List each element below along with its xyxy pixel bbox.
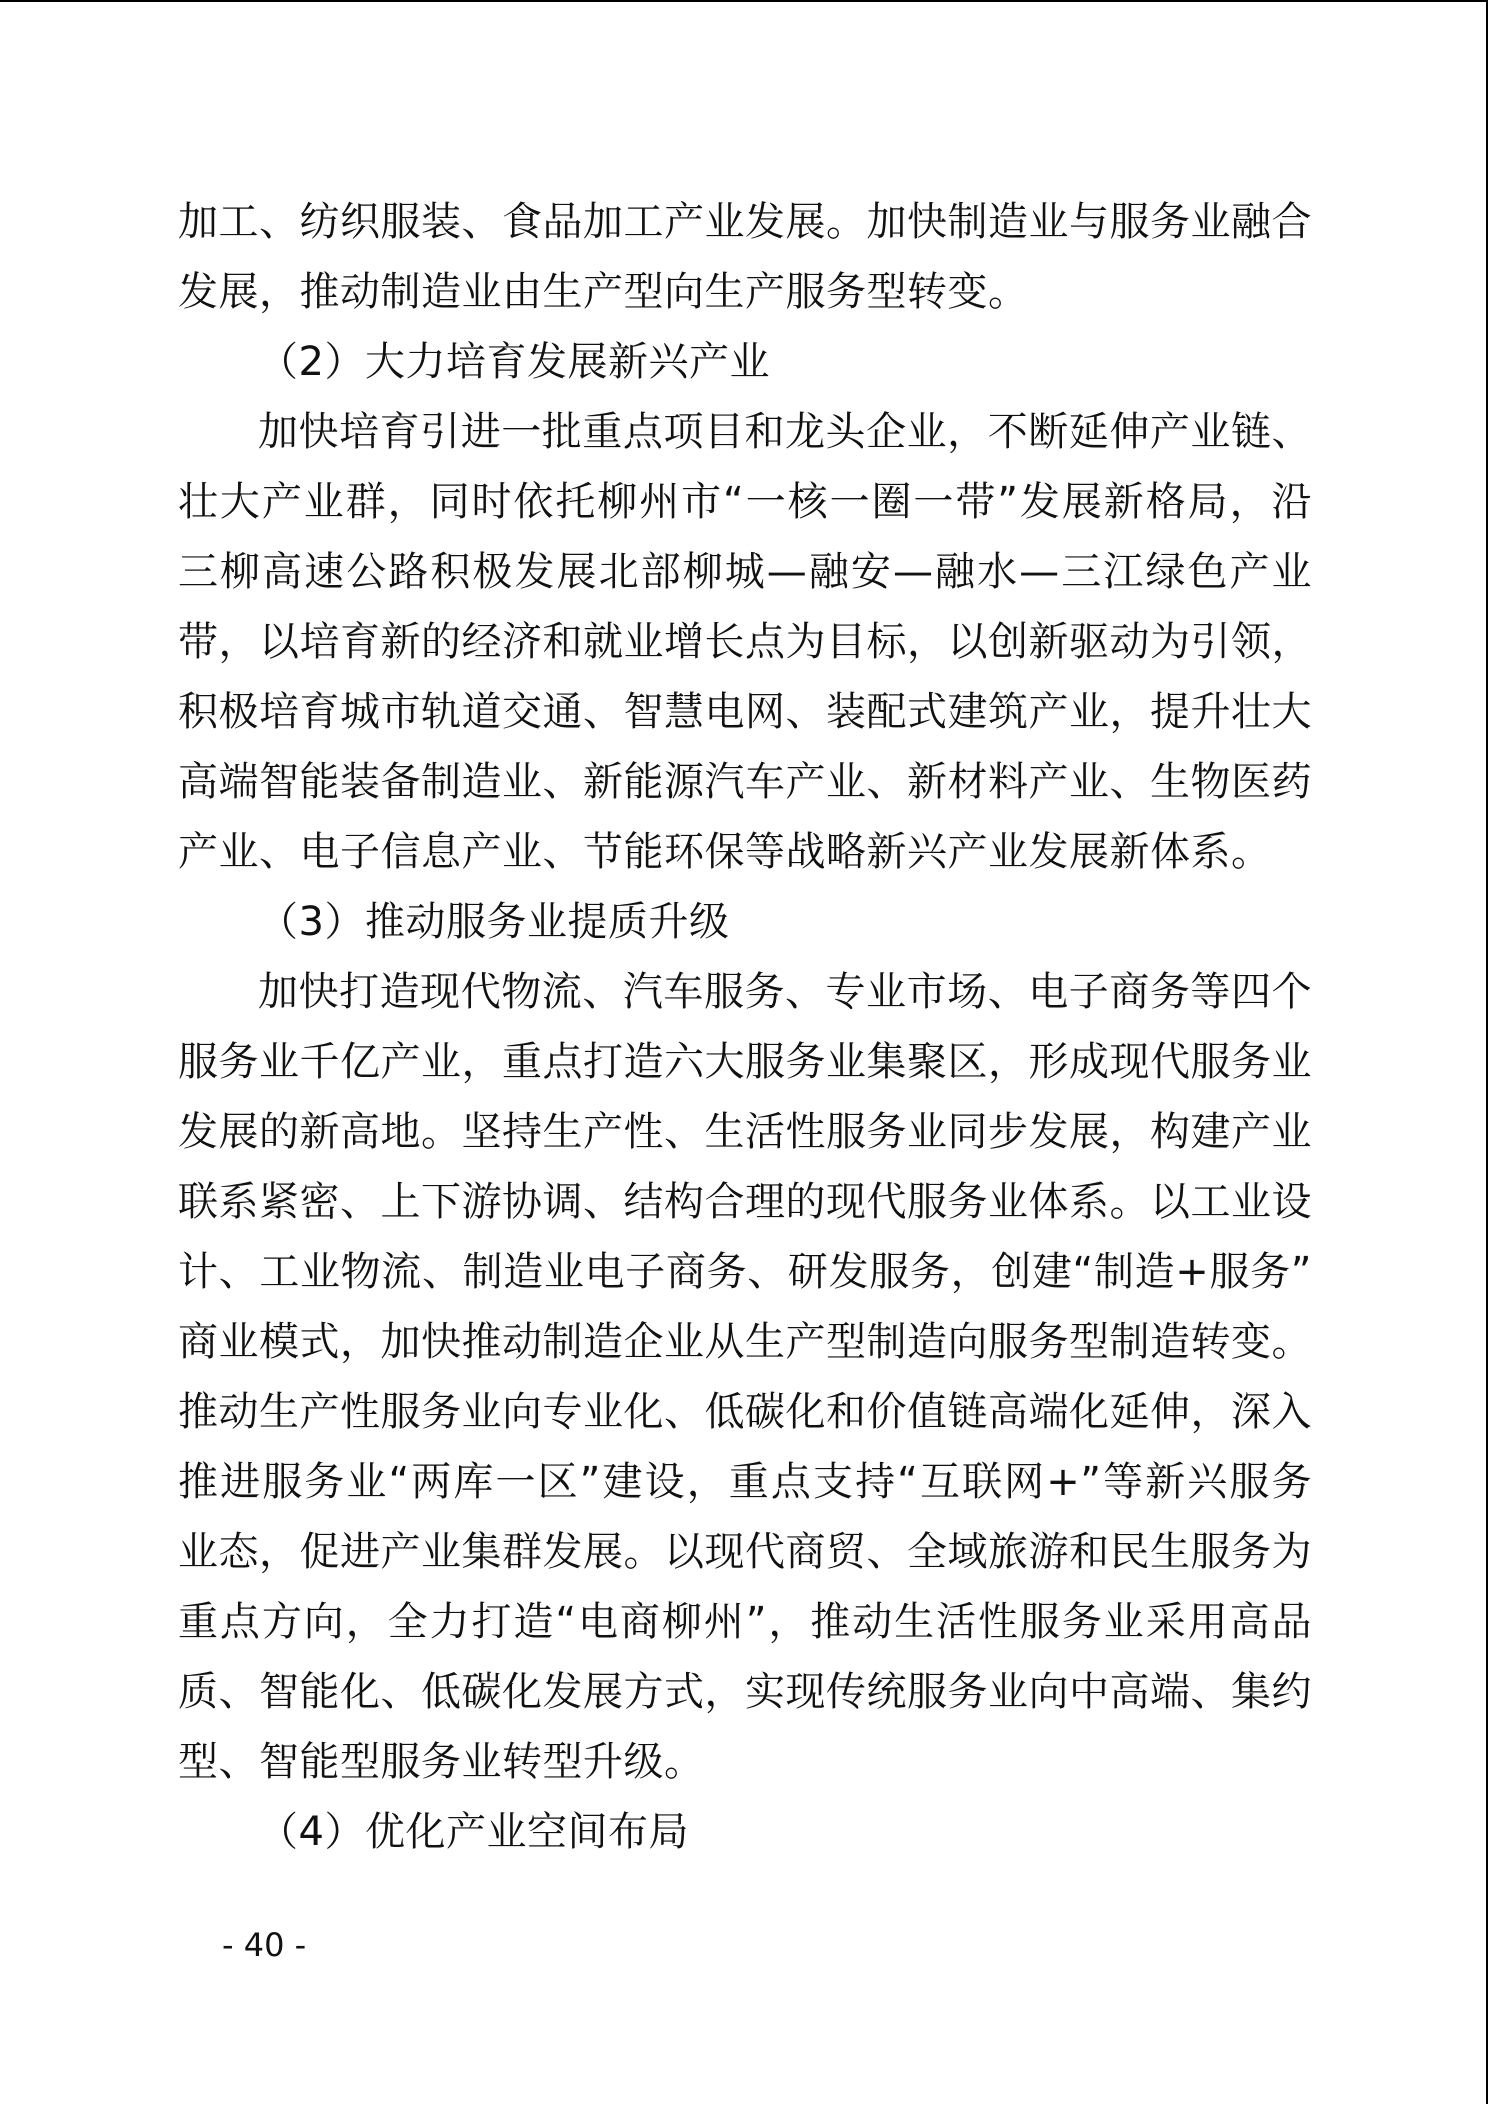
document-body [178, 187, 1312, 1867]
paragraph-line: 积极培育城市轨道交通、智慧电网、装配式建筑产业，提升壮大 [178, 689, 1312, 735]
paragraph-line: 壮大产业群，同时依托柳州市“一核一圈一带”发展新格局，沿 [178, 479, 1312, 525]
paragraph-line: 推动生产性服务业向专业化、低碳化和价值链高端化延伸，深入 [178, 1389, 1312, 1435]
page-number: - 40 - [222, 1926, 307, 1964]
paragraph-line: 商业模式，加快推动制造企业从生产型制造向服务型制造转变。 [178, 1319, 1312, 1365]
paragraph-line: 业态，促进产业集群发展。以现代商贸、全域旅游和民生服务为 [178, 1529, 1312, 1575]
paragraph-line: 计、工业物流、制造业电子商务、研发服务，创建“制造+服务” [178, 1249, 1312, 1295]
paragraph-line: 质、智能化、低碳化发展方式，实现传统服务业向中高端、集约 [178, 1669, 1312, 1715]
paragraph-line: 发展的新高地。坚持生产性、生活性服务业同步发展，构建产业 [178, 1109, 1312, 1155]
paragraph-line: 加工、纺织服装、食品加工产业发展。加快制造业与服务业融合 [178, 199, 1312, 245]
paragraph-line: 高端智能装备制造业、新能源汽车产业、新材料产业、生物医药 [178, 759, 1312, 805]
paragraph-line: 加快培育引进一批重点项目和龙头企业，不断延伸产业链、 [258, 409, 1312, 455]
paragraph-line: 加快打造现代物流、汽车服务、专业市场、电子商务等四个 [258, 969, 1312, 1015]
paragraph-line: 带，以培育新的经济和就业增长点为目标，以创新驱动为引领， [178, 619, 1312, 665]
paragraph-line: 重点方向，全力打造“电商柳州”，推动生活性服务业采用高品 [178, 1599, 1312, 1645]
paragraph-line: 发展，推动制造业由生产型向生产服务型转变。 [178, 269, 1029, 315]
paragraph-line: 三柳高速公路积极发展北部柳城—融安—融水—三江绿色产业 [178, 549, 1312, 595]
section-heading-4: （4）优化产业空间布局 [258, 1809, 689, 1855]
paragraph-line: 型、智能型服务业转型升级。 [178, 1739, 705, 1785]
paragraph-line: 联系紧密、上下游协调、结构合理的现代服务业体系。以工业设 [178, 1179, 1312, 1225]
section-heading-2: （2）大力培育发展新兴产业 [258, 339, 770, 385]
paragraph-line: 服务业千亿产业，重点打造六大服务业集聚区，形成现代服务业 [178, 1039, 1312, 1085]
paragraph-line: 产业、电子信息产业、节能环保等战略新兴产业发展新体系。 [178, 829, 1272, 875]
paragraph-line: 推进服务业“两库一区”建设，重点支持“互联网+”等新兴服务 [178, 1459, 1312, 1505]
section-heading-3: （3）推动服务业提质升级 [258, 899, 730, 945]
top-border-line [0, 0, 1488, 2]
